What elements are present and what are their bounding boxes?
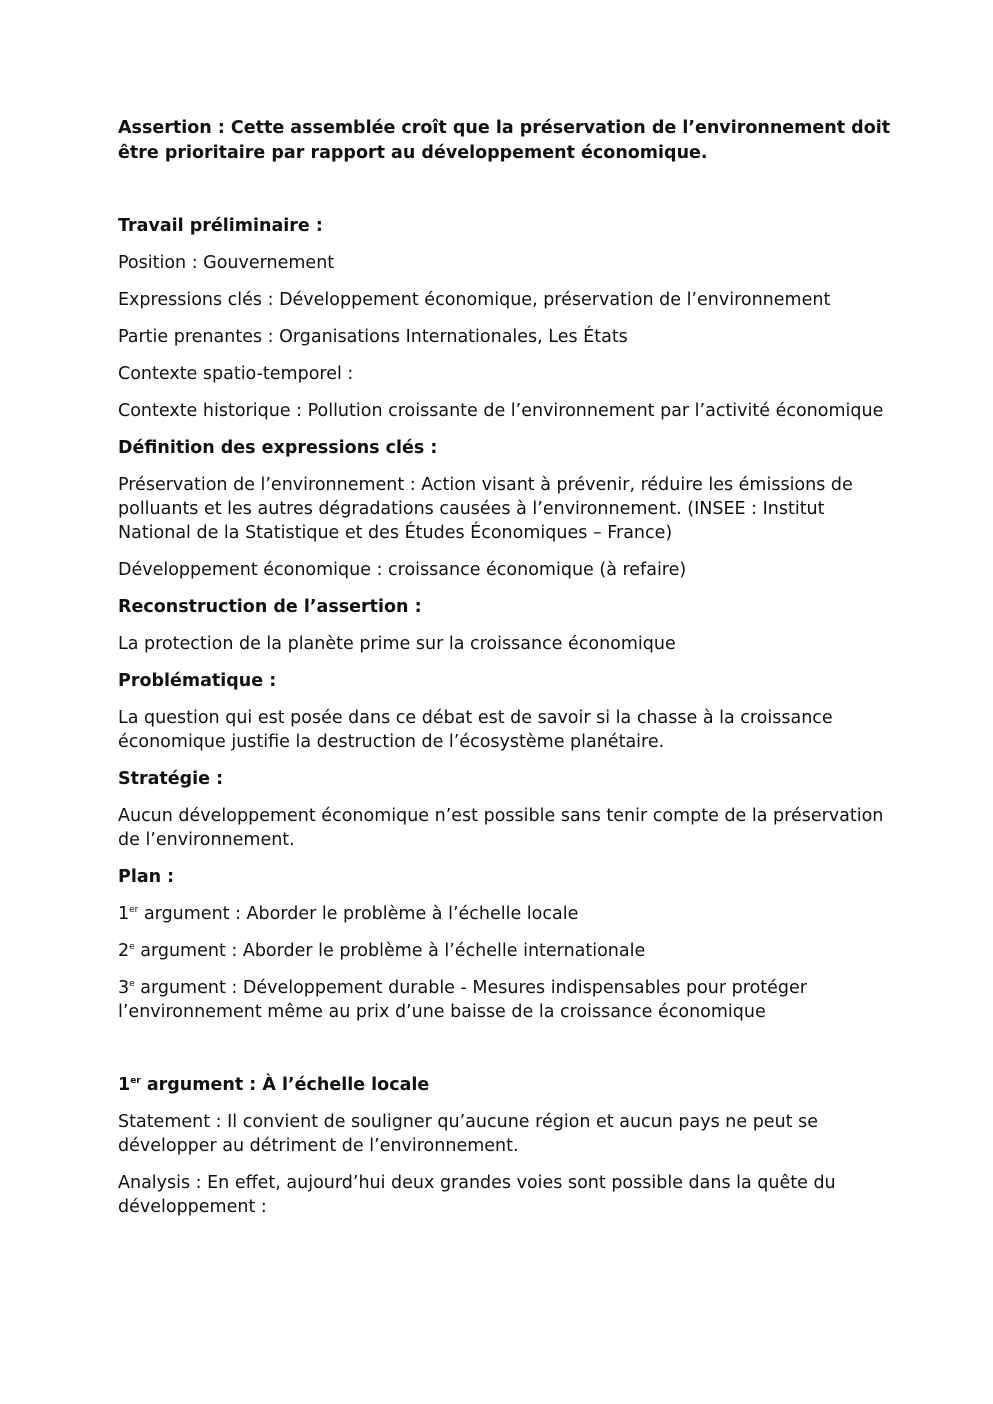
plan-item-text: argument : Développement durable - Mesures indispensables pour protéger l’environnement même au prix d’une baisse de la croissance économique xyxy=(118,978,807,1022)
reconstruction-text: La protection de la planète prime sur la croissance économique xyxy=(118,634,676,654)
plan-item-1 xyxy=(118,902,893,926)
argument-1-analysis: Analysis : En effet, aujourd’hui deux grandes voies sont possible dans la quête du développement : xyxy=(118,1173,836,1217)
assertion-title: Assertion : Cette assemblée croît que la préservation de l’environnement doit être prioritaire par rapport au développement économique. xyxy=(118,118,891,163)
travail-preliminaire-heading: Travail préliminaire : xyxy=(118,216,323,236)
strategie-heading: Stratégie : xyxy=(118,769,224,789)
problematique-text: La question qui est posée dans ce débat est de savoir si la chasse à la croissance économique justifie la destruction de l’écosystème planétaire. xyxy=(118,708,833,752)
plan-item-number: 1 xyxy=(118,904,130,924)
strategie-text: Aucun développement économique n’est possible sans tenir compte de la préservation de l’environnement. xyxy=(118,806,884,850)
contexte-historique-line: Contexte historique : Pollution croissante de l’environnement par l’activité économique xyxy=(118,401,884,421)
contexte-spatio-temporel-line: Contexte spatio-temporel : xyxy=(118,364,354,384)
argument-1-heading xyxy=(118,1073,893,1097)
plan-item-ordinal: er xyxy=(129,905,139,915)
plan-item-text: argument : Aborder le problème à l’échelle locale xyxy=(138,904,579,924)
argument-1-statement: Statement : Il convient de souligner qu’aucune région et aucun pays ne peut se développer au détriment de l’environnement. xyxy=(118,1112,818,1156)
plan-item-3 xyxy=(118,976,893,1024)
document-body xyxy=(118,116,893,1219)
definition-preservation: Préservation de l’environnement : Action visant à prévenir, réduire les émissions de polluants et les autres dégradations causées à l’environnement. (INSEE : Institut National de la Statistique et des Études Économiques – France) xyxy=(118,475,853,543)
plan-item-text: argument : Aborder le problème à l’échelle internationale xyxy=(134,941,646,961)
problematique-heading: Problématique : xyxy=(118,671,277,691)
plan-item-ordinal: e xyxy=(129,942,135,952)
argument-ordinal: er xyxy=(130,1076,141,1086)
argument-heading-text: argument : À l’échelle locale xyxy=(140,1075,430,1095)
expressions-cles-line: Expressions clés : Développement économique, préservation de l’environnement xyxy=(118,290,831,310)
plan-heading: Plan : xyxy=(118,867,175,887)
position-line: Position : Gouvernement xyxy=(118,253,335,273)
plan-item-2 xyxy=(118,939,893,963)
plan-item-ordinal: e xyxy=(129,979,135,989)
definition-heading: Définition des expressions clés : xyxy=(118,438,438,458)
definition-developpement: Développement économique : croissance économique (à refaire) xyxy=(118,560,687,580)
plan-item-number: 3 xyxy=(118,978,130,998)
parties-prenantes-line: Partie prenantes : Organisations Internationales, Les États xyxy=(118,327,628,347)
plan-item-number: 2 xyxy=(118,941,130,961)
argument-number: 1 xyxy=(118,1075,131,1095)
reconstruction-heading: Reconstruction de l’assertion : xyxy=(118,597,422,617)
